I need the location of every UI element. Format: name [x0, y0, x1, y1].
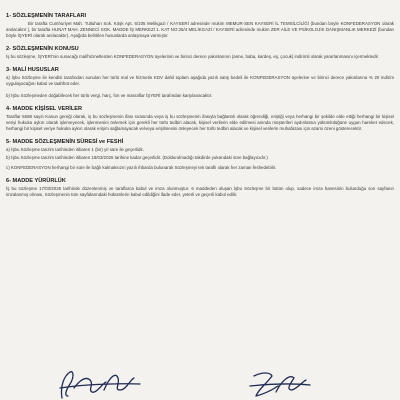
section-effect [6, 178, 394, 198]
signature-left [60, 372, 140, 398]
signatures [0, 366, 400, 400]
section-title: 1- SÖZLEŞMENİN TARAFLARI [6, 13, 87, 19]
section-paragraph: Taraflar 6698 sayılı Kanun gereği olarak, iş bu sözleşmenin ifası sırasında veya iş bu sözleşmenin ifasıyla bağlantılı olarak öğrendiği, eriştiği veya herhangi bir şekilde elde ettiği herhangi bir kişisel veriyi hukuka aykırı olarak işlemeyecek, işlenmesini önlemek için gerekli her türlü tedbiri alacak, kişisel verilerin elde edilmesi anında müşterileri aydınlatma yükümlülüğüne uygun hareket edecek, herhangi bir kişisel veriye hukuka aykırı olarak erişim sağlamayacak ve/veya erişilmesini önleyecek her türlü tedbiri alacak ve kişisel verilerin muhafazası için azami özeni gösterecektir. [6, 113, 394, 131]
signature-right [250, 373, 310, 396]
section-title: 2- SÖZLEŞMENİN KONUSU [6, 46, 79, 53]
section-paragraph: İş bu sözleşme 17/03/2025 tarihinde düzenlenmiş ve taraflarca kabul ve imza olunmuştur. 6 maddeden oluşan İşbu Sözleşme bir bütün olup, sadece imza hanesinin bulunduğu son sayfanın imzalanmış olması, Sözleşmenin tüm sayfalarındaki hükümlerin kabul edildiğini ifade eder, yeterli ve geçerli kabul edilir. [6, 186, 394, 198]
section-financial [6, 67, 394, 98]
section-title: 4- MADDE KİŞİSEL VERİLER [6, 105, 83, 112]
section-title: 6- MADDE YÜRÜRLÜK [6, 178, 66, 185]
document-page [6, 6, 394, 198]
section-parties [6, 13, 394, 39]
section-paragraph: Bir tarafta Cumhuriyet Mah. Tutluhan Sok. Köşk Apt. 6/105 Melikgazi / KAYSERİ adresinde mukim MEMUR-SEN KAYSERİ İL TEMSİLCİLİĞİ (bundan böyle KONFEDERASYON olarak anılacaktır ), bir tarafta HUNAT MAH. ZENNECİ SOK. MADDE İŞ MERKEZİ 1. KAT NO:26/4 MELİKGAZİ / KAYSERİ adresinde mukim ZER AİLE VE PSİKOLOJİK DANIŞMANLIK MERKEZİ (bundan böyle İŞYERİ olarak anılacaktır). Aşağıda belirtilen hususlarda anlaşmaya varmıştır. [6, 21, 394, 39]
section-paragraph: b) İşbu Sözleşmeden doğabilecek her türlü vergi, harç, fon ve masraflar İŞYERİ tarafından karşılanacaktır. [6, 92, 213, 98]
section-paragraph: b) İşbu Sözleşme tanzim tarihinden itibaren 18/03/2026 tarihine kadar geçerlidir. (Doldurulmadığı takdirde yukarıdaki süre bağlayıcıdır.) [6, 155, 268, 161]
section-paragraph: c) KONFEDERASYON herhangi bir süre ile bağlı kalmaksızın yazılı ihbarda bulunarak Sözleşmeyi tek taraflı olarak her zaman feshedebilir. [6, 165, 277, 171]
section-subject [6, 46, 394, 60]
section-paragraph: İş bu sözleşme, İŞYERİ'nin sunacağı mal/hizmetlerden KONFEDERASYON üyelerinin ve birinci derece yakınlarının (anne, baba, kardeş, eş, çocuk) indirimli olarak yararlanmasını içermektedir. [6, 54, 379, 60]
section-personal-data [6, 106, 394, 132]
section-term [6, 139, 394, 171]
section-title: 5- MADDE SÖZLEŞMENİN SÜRESİ ve FESHİ [6, 138, 124, 145]
section-title: 3- MALİ HUSUSLAR [6, 67, 59, 74]
section-paragraph: a) İşbu Sözleşme ile kendisi tarafından sunulan her türlü mal ve hizmetin KDV dahil toplam aşağıda yazılı satış bedeli ile KONFEDERASYON üyelerine ve birinci derece yakınlarına % 20 indirim uygulayacağını kabul ve taahhüt eder. [6, 75, 394, 87]
section-paragraph: a) İşbu Sözleşme tanzim tarihinden itibaren 1 (bir) yıl süre ile geçerlidir. [6, 146, 144, 152]
